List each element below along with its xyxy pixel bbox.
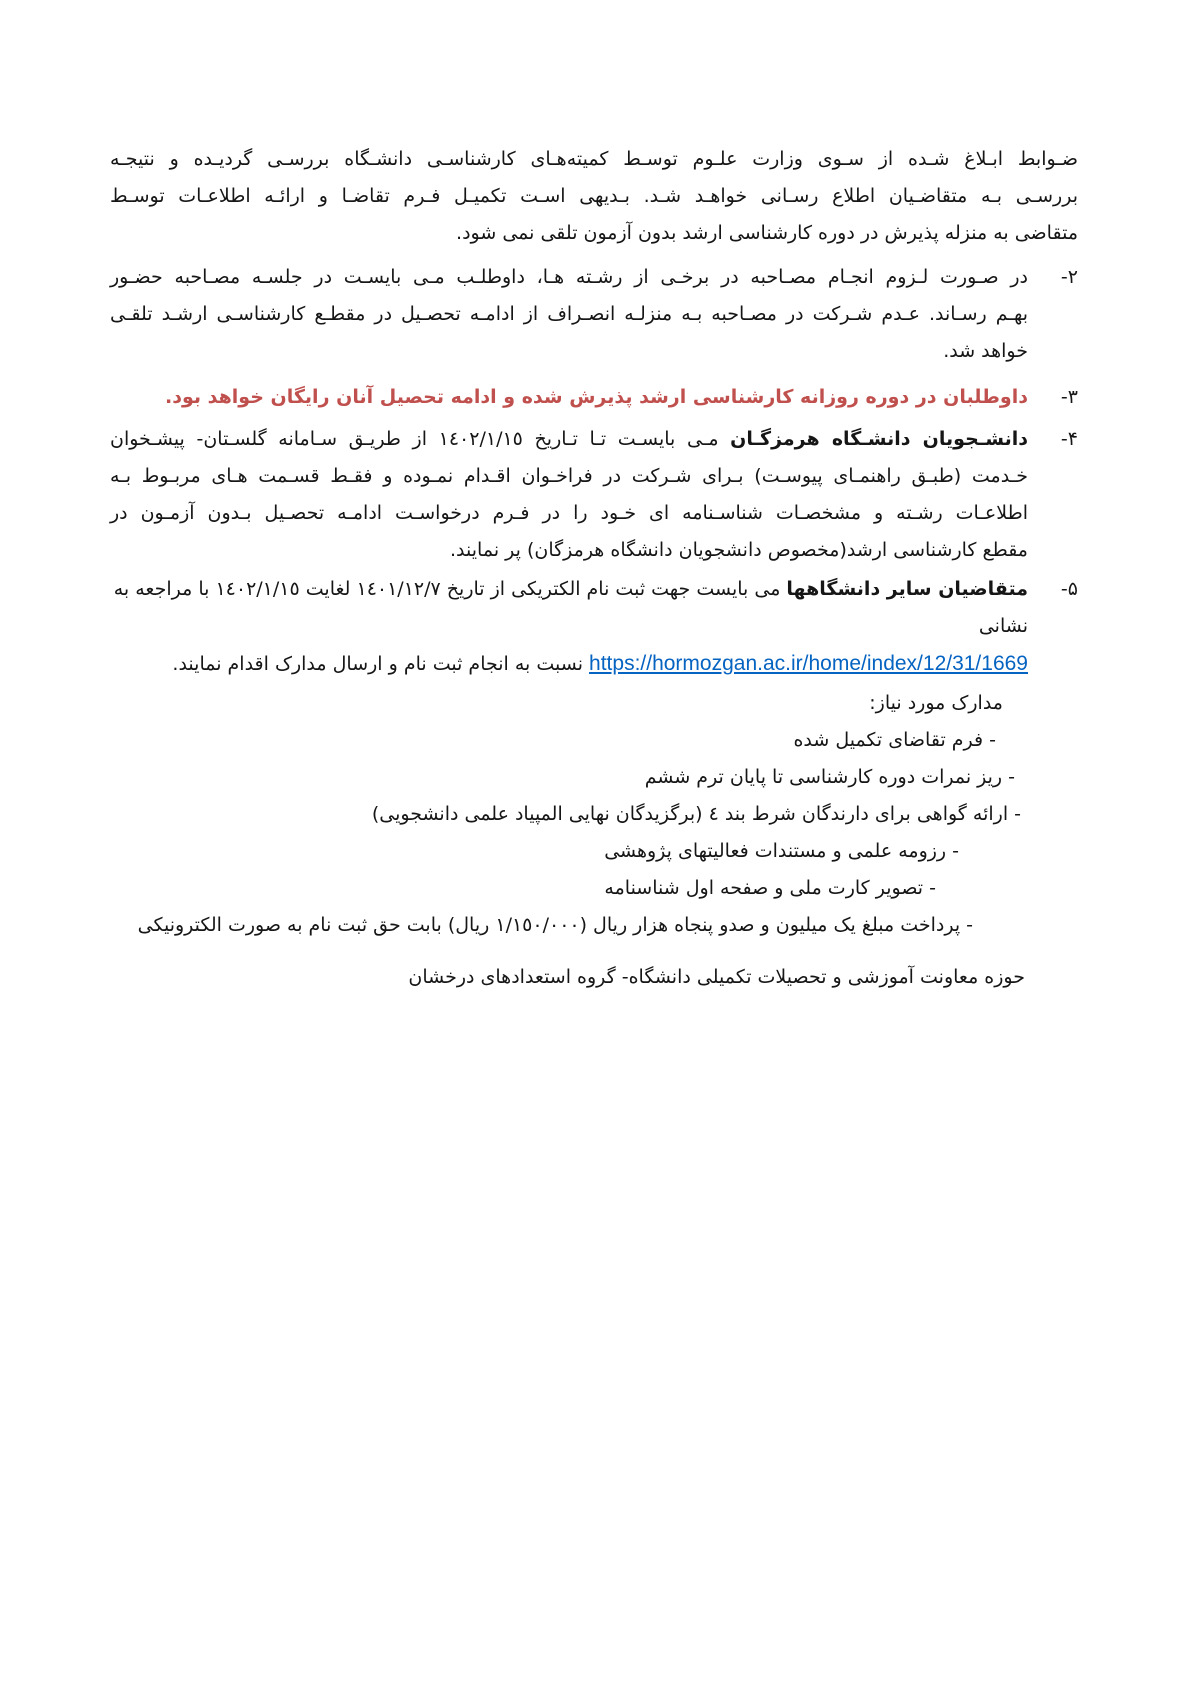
item-5-line-1 <box>110 571 1028 645</box>
item-5-line-1-rest: می بایست جهت ثبت نام الکتریکی از تاریخ ١٤٠١/١٢/٧ لغایت ١٤٠٢/١/١٥ با مراجعه به نشانی <box>113 578 1028 637</box>
item-4-line-2: خـدمت (طبـق راهنمـای پیوسـت) بـرای شـرکت در فراخـوان اقـدام نمـوده و فقـط قسـمت هـای مربـوط بـه <box>110 465 1028 487</box>
required-documents-heading: مدارک مورد نیاز: <box>869 692 1003 714</box>
item-5-line-2 <box>110 645 1028 683</box>
intro-line-2: بررسـی بـه متقاضـیان اطلاع رسـانی خواهـد شـد. بـدیهی اسـت تکمیـل فـرم تقاضـا و ارائـه اطلاعـات توسـط <box>110 185 1078 207</box>
item-2-number: ۲- <box>1060 266 1078 288</box>
doc-item-payment: - پرداخت مبلغ یک میلیون و صدو پنجاه هزار ریال (١/١٥٠/٠٠٠ ریال) بابت حق ثبت نام به صورت الکترونیکی <box>137 914 973 936</box>
free-tuition-notice: داوطلبان در دوره روزانه کارشناسی ارشد پذیرش شده و ادامه تحصیل آنان رایگان خواهد بود. <box>165 386 1028 408</box>
intro-line-3: متقاضی به منزله پذیرش در دوره کارشناسی ارشد بدون آزمون تلقی نمی شود. <box>456 222 1078 244</box>
list-item-4 <box>110 421 1078 569</box>
item-4-text <box>110 421 1028 569</box>
item-4-line-4: مقطع کارشناسی ارشد(مخصوص دانشجویان دانشگاه هرمزگان) پر نمایند. <box>450 539 1028 561</box>
item-5-text <box>110 571 1028 683</box>
doc-item-id-card: - تصویر کارت ملی و صفحه اول شناسنامه <box>604 877 936 899</box>
signature-line: حوزه معاونت آموزشی و تحصیلات تکمیلی دانشگاه- گروه استعدادهای درخشان <box>408 966 1025 988</box>
item-3-number: ۳- <box>1060 386 1078 408</box>
item-4-number: ۴- <box>1060 428 1078 450</box>
intro-paragraph <box>110 141 1078 252</box>
item-4-line-1-rest: مـی بایسـت تـا تـاریخ ١٤٠٢/١/١٥ از طریـق سـامانه گلسـتان- پیشـخوان <box>110 428 719 450</box>
item-4-line-1 <box>110 421 1028 458</box>
item-5-after-url: نسبت به انجام ثبت نام و ارسال مدارک اقدام نمایند. <box>172 653 583 675</box>
item-2-line-2: بهـم رسـاند. عـدم شـرکت در مصـاحبه بـه منزلـه انصـراف از ادامـه تحصـیل در مقطـع کارشناسـی ارشـد تلقـی <box>110 303 1028 325</box>
item-2-text <box>110 259 1028 370</box>
intro-line-1: ضـوابط ابـلاغ شـده از سـوی وزارت علـوم توسـط کمیته‌هـای کارشناسـی دانشـگاه بررسـی گردیـده و نتیجـه <box>110 148 1078 170</box>
item-2-line-3: خواهد شد. <box>943 340 1028 362</box>
list-item-3 <box>110 379 1078 416</box>
doc-item-transcript: - ریز نمرات دوره کارشناسی تا پایان ترم ششم <box>644 766 1015 788</box>
registration-link[interactable]: https://hormozgan.ac.ir/home/index/12/31/1669 <box>589 652 1028 675</box>
doc-item-certificate: - ارائه گواهی برای دارندگان شرط بند ٤ (برگزیدگان نهایی المپیاد علمی دانشجویی) <box>371 803 1021 825</box>
list-item-5 <box>110 571 1078 683</box>
item-4-line-3: اطلاعـات رشـته و مشخصـات شناسـنامه ای خـود را در فـرم درخواسـت ادامـه تحصـیل بـدون آزمـون در <box>110 502 1028 524</box>
item-5-lead-bold: متقاضیان سایر دانشگاهها <box>786 578 1028 600</box>
doc-item-resume: - رزومه علمی و مستندات فعالیتهای پژوهشی <box>604 840 959 862</box>
doc-item-request-form: - فرم تقاضای تکمیل شده <box>793 729 996 751</box>
item-5-number: ۵- <box>1060 578 1078 600</box>
item-4-lead-bold: دانشـجویان دانشـگاه هرمزگـان <box>730 428 1028 450</box>
item-2-line-1: در صـورت لـزوم انجـام مصـاحبه در برخـی از رشـته هـا، داوطلـب مـی بایسـت در جلسـه مصـاحبه حضـور <box>110 266 1028 288</box>
list-item-2 <box>110 259 1078 370</box>
required-documents-section <box>110 685 1078 944</box>
